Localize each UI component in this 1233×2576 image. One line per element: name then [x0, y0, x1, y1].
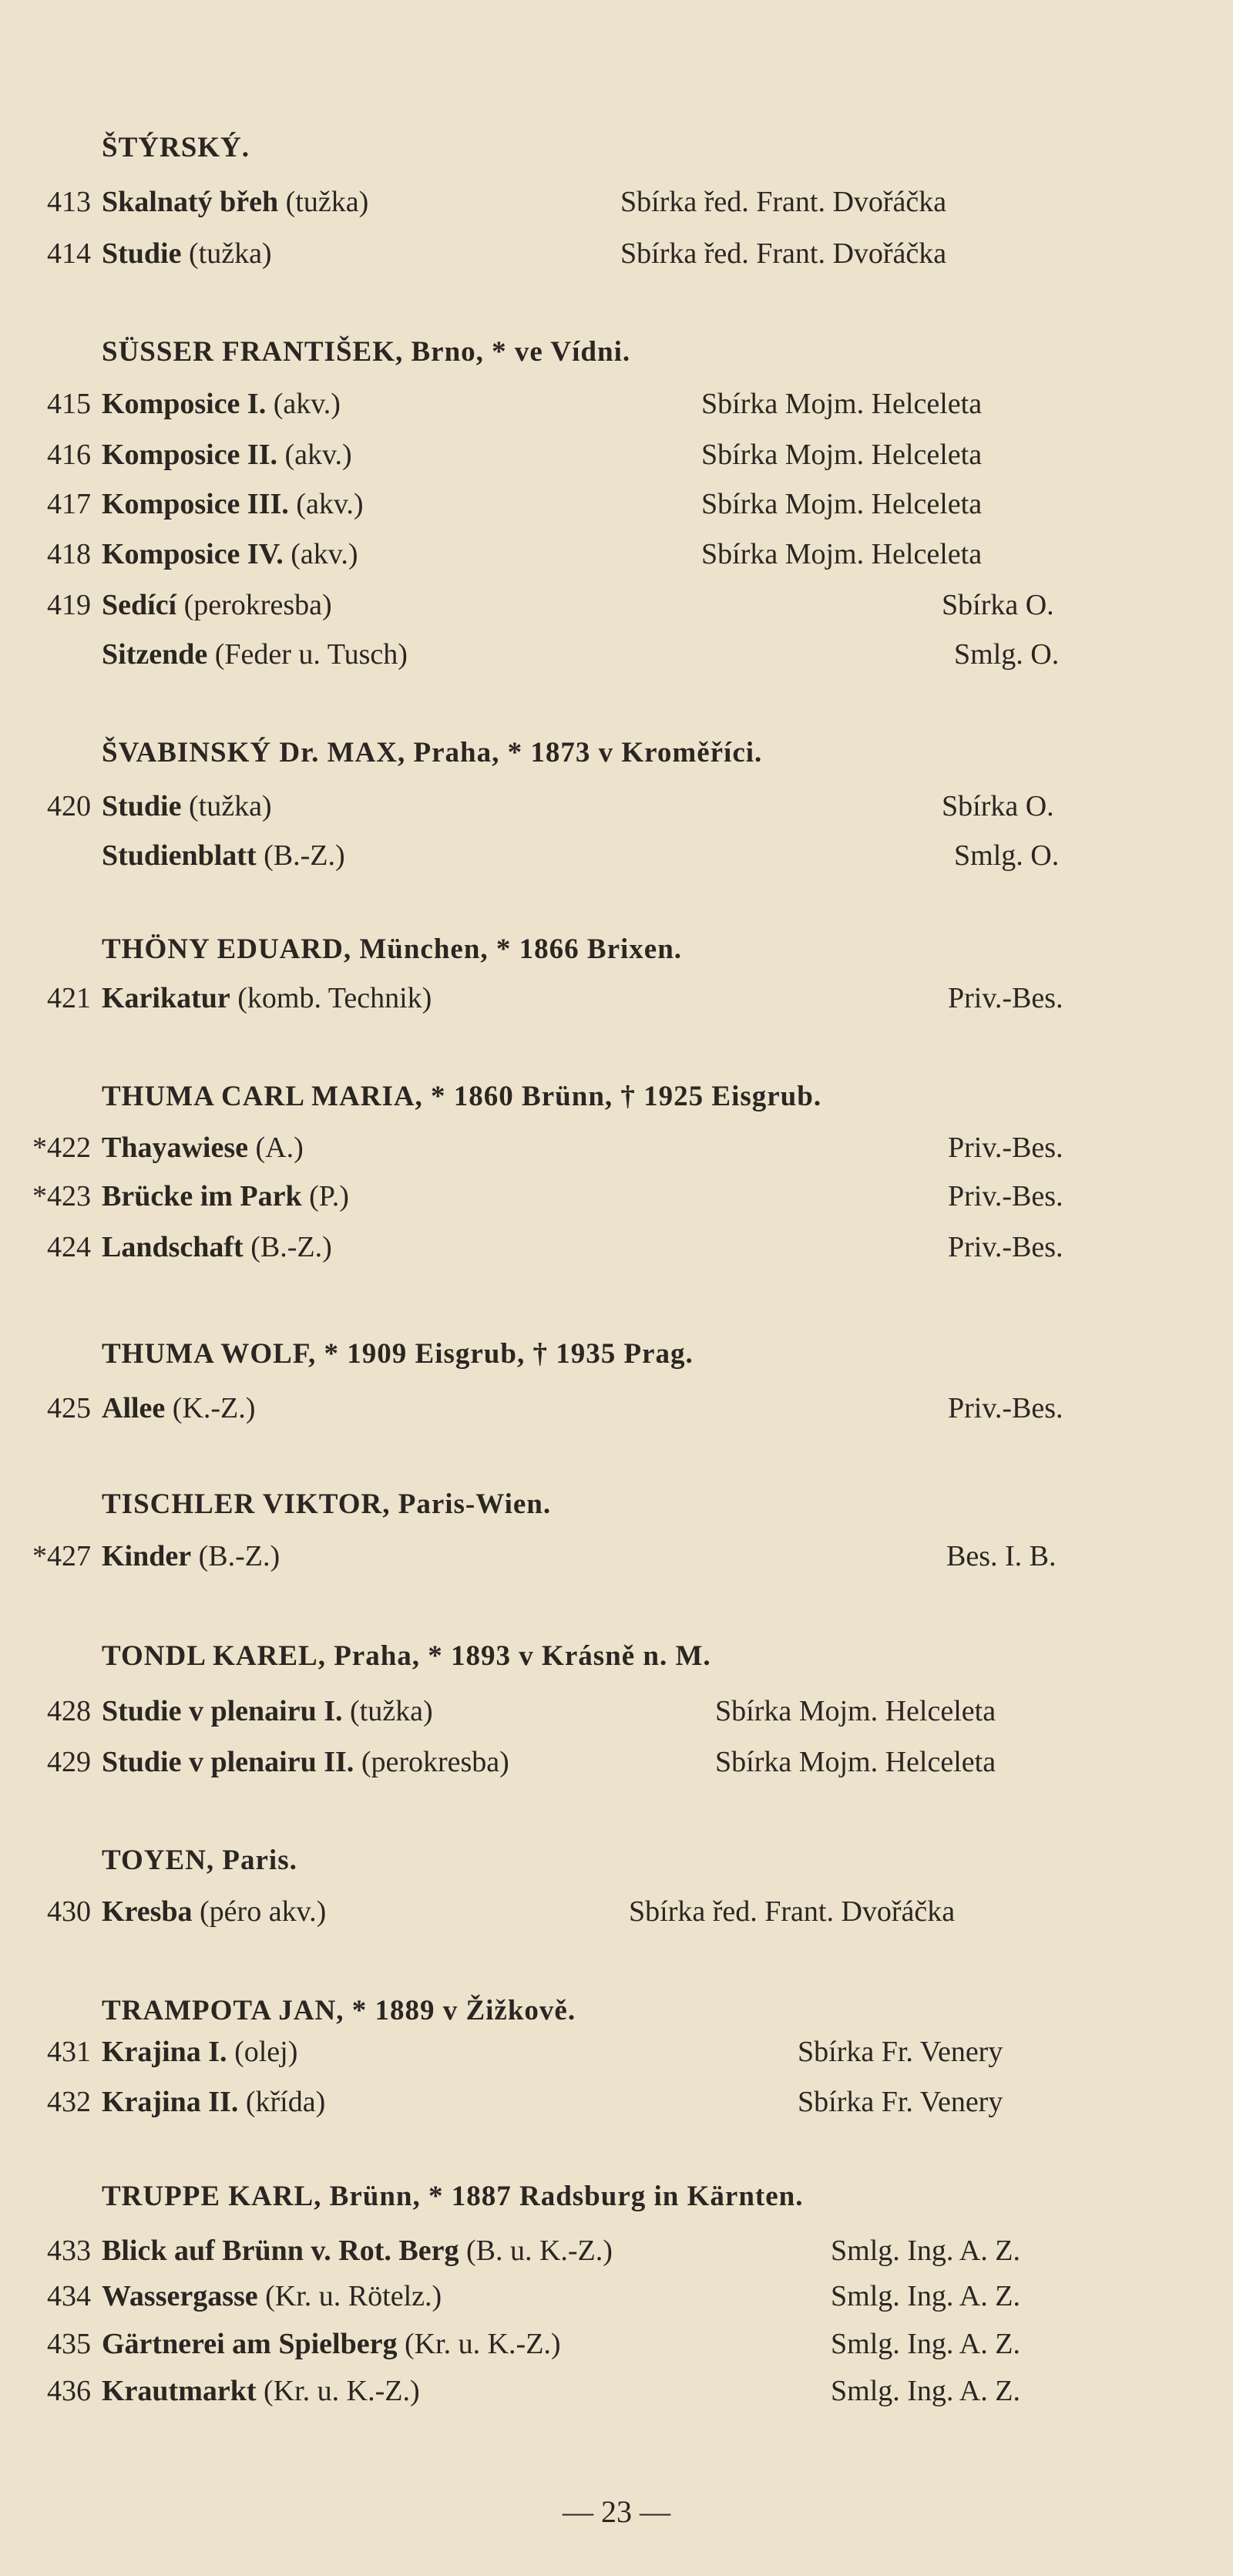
item-number: 414 — [47, 237, 91, 270]
item-owner: Sbírka řed. Frant. Dvořáčka — [629, 1895, 956, 1928]
item-number: 434 — [47, 2280, 91, 2312]
item-owner: Sbírka Mojm. Helceleta — [701, 388, 983, 420]
item-owner: Priv.-Bes. — [948, 1132, 1063, 1164]
item-owner: Priv.-Bes. — [948, 1392, 1063, 1424]
item-title: Komposice I. (akv.) — [102, 388, 341, 420]
item-title: Komposice III. (akv.) — [102, 488, 364, 520]
item-title: Komposice IV. (akv.) — [102, 538, 358, 570]
item-owner: Sbírka řed. Frant. Dvořáčka — [620, 237, 947, 270]
item-title: Skalnatý břeh (tužka) — [102, 186, 369, 218]
item-title: Studienblatt (B.-Z.) — [102, 839, 345, 872]
item-title: Krajina II. (křída) — [102, 2086, 326, 2118]
item-number: 429 — [47, 1746, 91, 1778]
item-title: Blick auf Brünn v. Rot. Berg (B. u. K.-Z.) — [102, 2235, 613, 2267]
item-number: 433 — [47, 2235, 91, 2267]
item-owner: Sbírka Mojm. Helceleta — [701, 488, 983, 520]
item-title: Kinder (B.-Z.) — [102, 1540, 281, 1572]
item-owner: Priv.-Bes. — [948, 1231, 1063, 1263]
artist-heading: THUMA WOLF, * 1909 Eisgrub, † 1935 Prag. — [102, 1338, 694, 1370]
item-owner: Smlg. Ing. A. Z. — [831, 2280, 1020, 2312]
item-title: Allee (K.-Z.) — [102, 1392, 256, 1424]
item-title: Krajina I. (olej) — [102, 2036, 298, 2068]
item-owner: Smlg. Ing. A. Z. — [831, 2375, 1020, 2407]
item-title: Studie v plenairu I. (tužka) — [102, 1695, 433, 1727]
artist-heading: TISCHLER VIKTOR, Paris-Wien. — [102, 1488, 552, 1520]
item-owner: Smlg. Ing. A. Z. — [831, 2235, 1020, 2267]
item-number: 432 — [47, 2086, 91, 2118]
item-number: 417 — [47, 488, 91, 520]
item-number: 430 — [47, 1895, 91, 1928]
artist-heading: TRAMPOTA JAN, * 1889 v Žižkově. — [102, 1995, 576, 2026]
item-title: Sedící (perokresba) — [102, 589, 332, 621]
item-number: 416 — [47, 439, 91, 471]
item-owner: Sbírka Fr. Venery — [798, 2086, 1003, 2118]
page-number: — 23 — — [563, 2494, 670, 2529]
item-title: Brücke im Park (P.) — [102, 1180, 349, 1212]
artist-heading: THUMA CARL MARIA, * 1860 Brünn, † 1925 Eisgrub. — [102, 1081, 822, 1112]
item-owner: Smlg. O. — [954, 638, 1060, 671]
artist-heading: SÜSSER FRANTIŠEK, Brno, * ve Vídni. — [102, 336, 631, 368]
item-number: 420 — [47, 790, 91, 822]
item-number: 436 — [47, 2375, 91, 2407]
item-title: Landschaft (B.-Z.) — [102, 1231, 332, 1263]
item-number: 419 — [47, 589, 91, 621]
item-number: 415 — [47, 388, 91, 420]
item-owner: Sbírka řed. Frant. Dvořáčka — [620, 186, 947, 218]
item-number: 425 — [47, 1392, 91, 1424]
item-owner: Sbírka Mojm. Helceleta — [701, 439, 983, 471]
item-number: 435 — [47, 2328, 91, 2360]
item-title: Krautmarkt (Kr. u. K.-Z.) — [102, 2375, 420, 2407]
item-number: 421 — [47, 982, 91, 1014]
item-number: 424 — [47, 1231, 91, 1263]
item-number: *427 — [32, 1540, 91, 1572]
item-title: Kresba (péro akv.) — [102, 1895, 327, 1928]
item-title: Studie v plenairu II. (perokresba) — [102, 1746, 509, 1778]
artist-heading: THÖNY EDUARD, München, * 1866 Brixen. — [102, 933, 683, 965]
artist-heading: ŠVABINSKÝ Dr. MAX, Praha, * 1873 v Kroměříci. — [102, 737, 763, 768]
item-owner: Sbírka O. — [942, 790, 1054, 822]
item-owner: Priv.-Bes. — [948, 1180, 1063, 1212]
item-number: 418 — [47, 538, 91, 570]
item-owner: Bes. I. B. — [946, 1540, 1057, 1572]
item-title: Karikatur (komb. Technik) — [102, 982, 432, 1014]
item-owner: Sbírka Fr. Venery — [798, 2036, 1003, 2068]
item-number: 413 — [47, 186, 91, 218]
item-owner: Sbírka Mojm. Helceleta — [715, 1746, 996, 1778]
item-number: 431 — [47, 2036, 91, 2068]
item-owner: Smlg. Ing. A. Z. — [831, 2328, 1020, 2360]
item-number: *423 — [32, 1180, 91, 1212]
item-owner: Sbírka Mojm. Helceleta — [701, 538, 983, 570]
item-number: 428 — [47, 1695, 91, 1727]
artist-heading: TONDL KAREL, Praha, * 1893 v Krásně n. M. — [102, 1640, 711, 1672]
item-owner: Smlg. O. — [954, 839, 1060, 872]
item-title: Wassergasse (Kr. u. Rötelz.) — [102, 2280, 442, 2312]
item-title: Studie (tužka) — [102, 237, 272, 270]
item-number: *422 — [32, 1132, 91, 1164]
item-title: Studie (tužka) — [102, 790, 272, 822]
artist-heading: TRUPPE KARL, Brünn, * 1887 Radsburg in Kärnten. — [102, 2181, 804, 2212]
item-owner: Sbírka O. — [942, 589, 1054, 621]
item-title: Komposice II. (akv.) — [102, 439, 352, 471]
item-owner: Sbírka Mojm. Helceleta — [715, 1695, 996, 1727]
item-title: Sitzende (Feder u. Tusch) — [102, 638, 408, 671]
item-title: Thayawiese (A.) — [102, 1132, 304, 1164]
artist-heading: ŠTÝRSKÝ. — [102, 132, 250, 163]
artist-heading: TOYEN, Paris. — [102, 1845, 297, 1876]
item-owner: Priv.-Bes. — [948, 982, 1063, 1014]
item-title: Gärtnerei am Spielberg (Kr. u. K.-Z.) — [102, 2328, 561, 2360]
